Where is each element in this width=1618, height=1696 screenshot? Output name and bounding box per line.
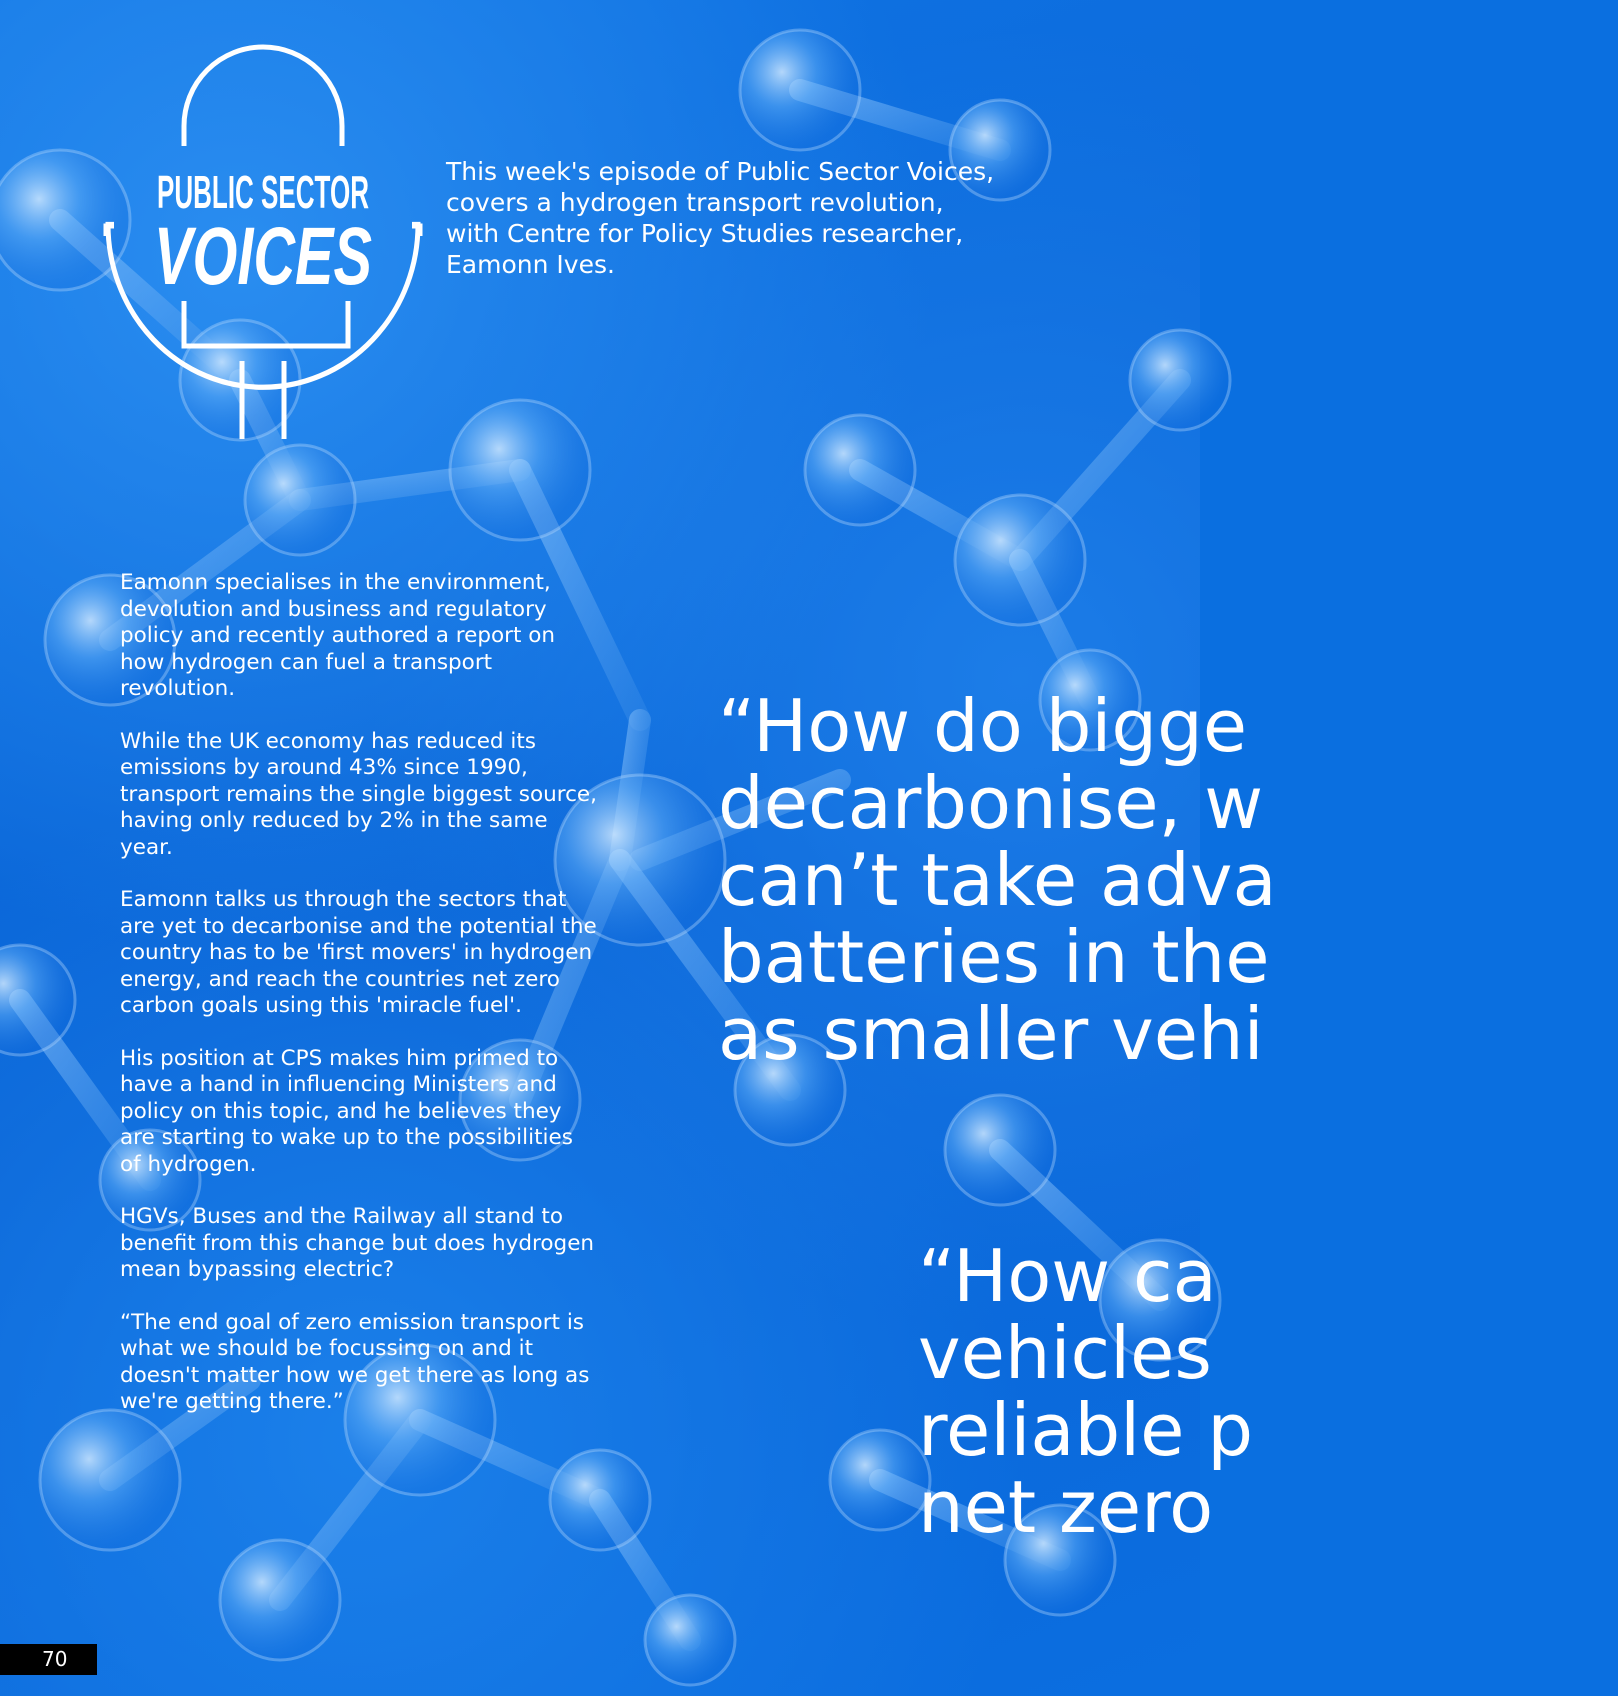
page-number-text: 70 [42,1647,68,1671]
pull-quote-line: batteries in the [718,915,1270,999]
pull-quote-1 [718,684,1618,1076]
body-paragraph: Eamonn specialises in the environment, devolution and business and regulatory policy and recently authored a report on how hydrogen can fuel a transport revolution. [120,570,556,701]
pull-quote-line: decarbonise, w [718,761,1264,845]
pull-quote-line: can’t take adva [718,838,1277,922]
intro-line: with Centre for Policy Studies researcher, [446,219,964,248]
body-paragraph: “The end goal of zero emission transport is what we should be focussing on and it doesn't matter how we get there as long as we're getting there.” [120,1309,590,1414]
pull-quote-line: “How ca [918,1234,1217,1318]
episode-intro [446,156,1046,280]
public-sector-voices-logo [108,56,418,456]
body-paragraph: His position at CPS makes him primed to have a hand in influencing Ministers and policy on this topic, and he believes they are starting to wake up to the possibilities of hydrogen. [120,1045,573,1177]
pull-quote-line: as smaller vehi [718,992,1264,1076]
intro-line: covers a hydrogen transport revolution, [446,188,944,217]
pull-quote-2 [918,1234,1618,1549]
pull-quote-line: reliable p [918,1388,1254,1472]
pull-quote-line: net zero [918,1465,1214,1549]
intro-line: This week's episode of Public Sector Voices, [446,157,995,186]
article-body [120,570,600,1442]
page-number [0,1644,97,1675]
pull-quote-line: vehicles [918,1311,1212,1395]
pull-quote-line: “How do bigge [718,684,1248,768]
body-paragraph: While the UK economy has reduced its emissions by around 43% since 1990, transport remains the single biggest source, having only reduced by 2% in the same year. [120,728,597,860]
logo-line2: VOICES [154,211,372,302]
body-paragraph: Eamonn talks us through the sectors that are yet to decarbonise and the potential the country has to be 'first movers' in hydrogen energy, and reach the countries net zero carbon goals using this 'miracle fuel'. [120,887,597,1018]
logo-line1: PUBLIC SECTOR [157,166,369,218]
intro-line: Eamonn Ives. [446,250,615,279]
body-paragraph: HGVs, Buses and the Railway all stand to benefit from this change but does hydrogen mean bypassing electric? [120,1204,595,1282]
